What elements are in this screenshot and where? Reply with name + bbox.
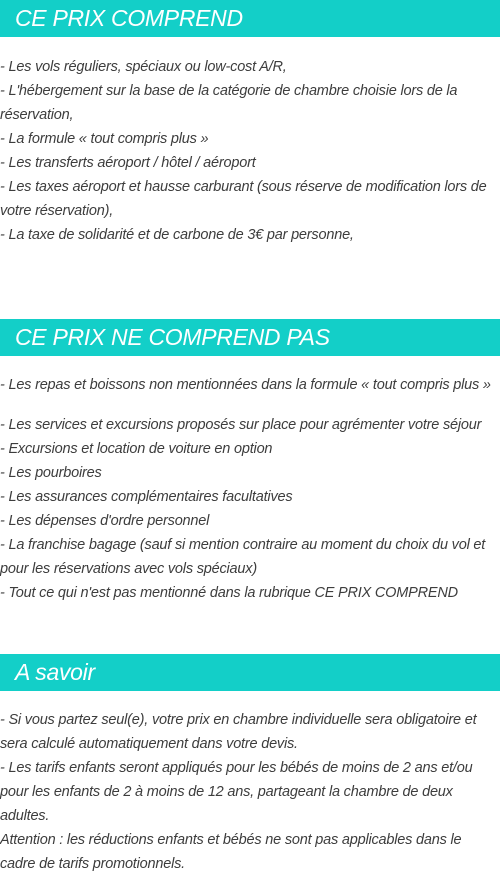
list-item: - Les tarifs enfants seront appliqués pour les bébés de moins de 2 ans et/ou pour les enfants de 2 à moins de 12 ans, partageant la chambre de deux adultes. xyxy=(0,760,473,824)
section-header-excludes: CE PRIX NE COMPREND PAS xyxy=(0,319,500,356)
section-header-includes: CE PRIX COMPREND xyxy=(0,0,500,37)
list-item: - Les repas et boissons non mentionnées dans la formule « tout compris plus » xyxy=(0,377,491,393)
list-item: - Tout ce qui n'est pas mentionné dans la rubrique CE PRIX COMPREND xyxy=(0,585,458,601)
list-item: - Les dépenses d'ordre personnel xyxy=(0,513,210,529)
list-item: - La taxe de solidarité et de carbone de 3€ par personne, xyxy=(0,227,354,243)
list-item: - Les vols réguliers, spéciaux ou low-cost A/R, xyxy=(0,59,287,75)
list-item: - Si vous partez seul(e), votre prix en chambre individuelle sera obligatoire et sera calculé automatiquement dans votre devis. xyxy=(0,712,477,752)
list-item: Attention : les réductions enfants et bébés ne sont pas applicables dans le cadre de tarifs promotionnels. xyxy=(0,832,462,872)
list-item: - La franchise bagage (sauf si mention contraire au moment du choix du vol et pour les réservations avec vols spéciaux) xyxy=(0,537,486,577)
list-item: - Excursions et location de voiture en option xyxy=(0,441,273,457)
list-item: - Les assurances complémentaires facultatives xyxy=(0,489,293,505)
list-item: - La formule « tout compris plus » xyxy=(0,131,209,147)
list-item: - L'hébergement sur la base de la catégorie de chambre choisie lors de la réservation, xyxy=(0,83,458,123)
includes-list xyxy=(0,55,500,247)
excludes-intro xyxy=(0,373,500,397)
excludes-list xyxy=(0,413,500,605)
list-item: - Les transferts aéroport / hôtel / aéroport xyxy=(0,155,256,171)
list-item: - Les services et excursions proposés sur place pour agrémenter votre séjour xyxy=(0,417,482,433)
list-item: - Les pourboires xyxy=(0,465,102,481)
list-item: - Les taxes aéroport et hausse carburant (sous réserve de modification lors de votre réservation), xyxy=(0,179,487,219)
section-header-info: A savoir xyxy=(0,654,500,691)
